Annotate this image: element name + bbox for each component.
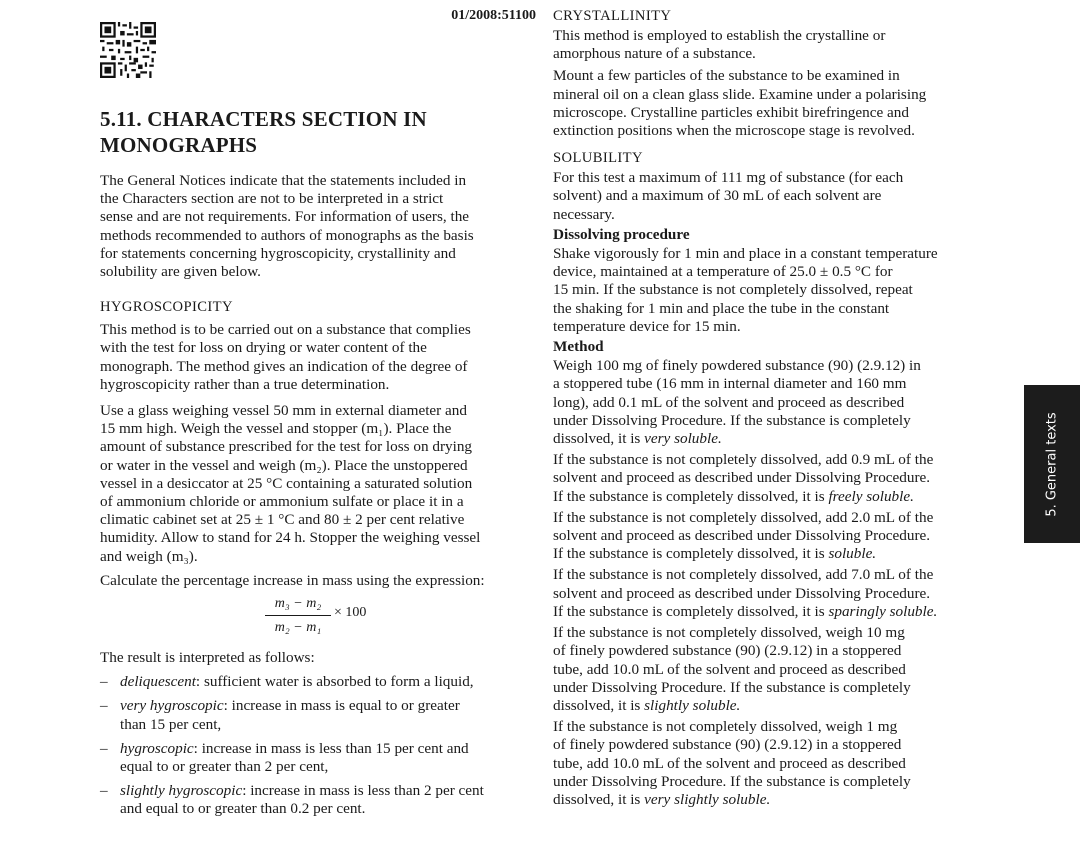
text-line: long), add 0.1 mL of the solvent and proceed as described bbox=[553, 393, 905, 411]
hygroscopicity-heading: HYGROSCOPICITY bbox=[100, 299, 233, 316]
qr-code-icon bbox=[100, 22, 156, 78]
method-paragraph bbox=[553, 451, 993, 506]
text-line: This method is employed to establish the crystalline or bbox=[553, 27, 886, 44]
text-line: amorphous nature of a substance. bbox=[553, 45, 756, 63]
method-paragraph bbox=[553, 357, 993, 448]
text-line: with the test for loss on drying or water content of the bbox=[100, 339, 427, 357]
text-line: dissolved, it is bbox=[553, 790, 645, 808]
dissolving-procedure-heading: Dissolving procedure bbox=[553, 225, 690, 243]
title-line: MONOGRAPHS bbox=[100, 133, 258, 157]
text-line: If the substance is completely dissolved, it is bbox=[553, 602, 829, 620]
solubility-term: very soluble. bbox=[644, 430, 722, 448]
solubility-heading: SOLUBILITY bbox=[553, 150, 643, 167]
document-reference: 01/2008:51100 bbox=[451, 8, 536, 23]
text-line: If the substance is not completely dissolved, weigh 1 mg bbox=[553, 718, 898, 736]
hygroscopicity-paragraph-1 bbox=[100, 321, 540, 394]
solubility-term: soluble. bbox=[828, 545, 877, 563]
text-line: under Dissolving Procedure. If the substance is completely bbox=[553, 411, 911, 429]
method-paragraph bbox=[553, 566, 993, 621]
list-dash: – bbox=[100, 782, 108, 800]
text-line: solvent and proceed as described under Dissolving Procedure. bbox=[553, 527, 931, 545]
text-line: and equal to or greater than 0.2 per cent. bbox=[120, 800, 366, 818]
crystallinity-paragraph-1 bbox=[553, 27, 993, 63]
section-side-tab[interactable] bbox=[1024, 385, 1080, 543]
text-line: : sufficient water is absorbed to form a liquid, bbox=[195, 673, 474, 691]
term: very hygroscopic bbox=[120, 697, 224, 715]
term: slightly hygroscopic bbox=[120, 782, 243, 800]
solubility-term: slightly soluble. bbox=[644, 696, 741, 714]
result-intro: The result is interpreted as follows: bbox=[100, 649, 315, 667]
text-line: of finely powdered substance (90) (2.9.12) in a stoppered bbox=[553, 642, 902, 660]
text-line: temperature device for 15 min. bbox=[553, 317, 741, 335]
text-line: tube, add 10.0 mL of the solvent and proceed as described bbox=[553, 754, 906, 772]
dissolving-procedure-paragraph bbox=[553, 245, 993, 336]
formula-denominator: m₂ − m₁ bbox=[274, 620, 322, 636]
intro-paragraph bbox=[100, 172, 540, 281]
text-line: solvent and proceed as described under Dissolving Procedure. bbox=[553, 469, 931, 487]
list-dash: – bbox=[100, 697, 108, 715]
text-line: microscope. Crystalline particles exhibit birefringence and bbox=[553, 103, 909, 121]
text-line: Mount a few particles of the substance to be examined in bbox=[553, 67, 900, 85]
text-line: mineral oil on a clean glass slide. Examine under a polarising bbox=[553, 85, 927, 103]
list-dash: – bbox=[100, 673, 108, 691]
text-line: methods recommended to authors of monographs as the basis bbox=[100, 226, 474, 244]
text-line: solvent and proceed as described under Dissolving Procedure. bbox=[553, 584, 931, 602]
text-line: the shaking for 1 min and place the tube in the constant bbox=[553, 299, 890, 317]
method-paragraph bbox=[553, 718, 993, 809]
text-line: dissolved, it is bbox=[553, 430, 645, 448]
term: hygroscopic bbox=[120, 739, 194, 757]
text-line: of finely powdered substance (90) (2.9.12) in a stoppered bbox=[553, 736, 902, 754]
text-line: 15 min. If the substance is not completely dissolved, repeat bbox=[553, 281, 913, 299]
text-line: Weigh 100 mg of finely powdered substance (90) (2.9.12) in bbox=[553, 357, 921, 375]
text-line: If the substance is not completely dissolved, add 2.0 mL of the bbox=[553, 508, 934, 526]
left-column bbox=[100, 172, 540, 825]
list-item bbox=[100, 673, 540, 691]
formula-fraction bbox=[265, 595, 331, 636]
side-tab-label: 5. General texts bbox=[1044, 411, 1060, 517]
text-line: : increase in mass is less than 2 per cent bbox=[242, 782, 484, 800]
crystallinity-paragraph-2 bbox=[553, 67, 993, 140]
text-line: and weigh (m₃). bbox=[100, 547, 198, 565]
formula-numerator: m₃ − m₂ bbox=[274, 596, 322, 612]
text-line: climatic cabinet set at 25 ± 1 °C and 80 ± 2 per cent relative bbox=[100, 511, 465, 529]
text-line: under Dissolving Procedure. If the substance is completely bbox=[553, 772, 911, 790]
list-dash: – bbox=[100, 739, 108, 757]
text-line: solubility are given below. bbox=[100, 263, 261, 281]
calculation-intro: Calculate the percentage increase in mass using the expression: bbox=[100, 571, 485, 589]
text-line: Shake vigorously for 1 min and place in a constant temperature bbox=[553, 245, 938, 263]
text-line: monograph. The method gives an indication of the degree of bbox=[100, 357, 468, 375]
text-line: 15 mm high. Weigh the vessel and stopper (m₁). Place the bbox=[100, 420, 452, 438]
text-line: For this test a maximum of 111 mg of substance (for each bbox=[553, 169, 904, 187]
text-line: If the substance is completely dissolved, it is bbox=[553, 487, 829, 505]
text-line: a stoppered tube (16 mm in internal diameter and 160 mm bbox=[553, 375, 907, 393]
term: deliquescent bbox=[120, 673, 196, 691]
text-line: extinction positions when the microscope stage is revolved. bbox=[553, 122, 915, 140]
method-heading: Method bbox=[553, 338, 604, 356]
text-line: dissolved, it is bbox=[553, 696, 645, 714]
text-line: The General Notices indicate that the statements included in bbox=[100, 172, 467, 189]
solubility-term: very slightly soluble. bbox=[644, 790, 771, 808]
right-column bbox=[553, 8, 993, 809]
text-line: under Dissolving Procedure. If the substance is completely bbox=[553, 678, 911, 696]
text-line: : increase in mass is equal to or greater bbox=[223, 697, 460, 715]
mass-increase-formula bbox=[100, 595, 540, 641]
text-line: sense and are not requirements. For information of users, the bbox=[100, 208, 470, 226]
formula-multiplier: × 100 bbox=[334, 605, 367, 621]
text-line: necessary. bbox=[553, 205, 615, 223]
text-line: solvent) and a maximum of 30 mL of each solvent are bbox=[553, 187, 882, 205]
text-line: of ammonium chloride or ammonium sulfate or place it in a bbox=[100, 493, 464, 511]
list-item bbox=[100, 740, 540, 776]
list-item bbox=[100, 697, 540, 733]
text-line: hygroscopicity rather than a true determination. bbox=[100, 375, 390, 393]
solubility-term: sparingly soluble. bbox=[828, 602, 938, 620]
fraction-bar bbox=[265, 615, 331, 616]
text-line: device, maintained at a temperature of 25.0 ± 0.5 °C for bbox=[553, 263, 893, 281]
text-line: the Characters section are not to be interpreted in a strict bbox=[100, 190, 444, 208]
list-item bbox=[100, 782, 540, 818]
text-line: tube, add 10.0 mL of the solvent and proceed as described bbox=[553, 660, 906, 678]
title-line: 5.11. CHARACTERS SECTION IN bbox=[100, 107, 427, 131]
page-title bbox=[100, 106, 540, 158]
crystallinity-heading: CRYSTALLINITY bbox=[553, 8, 672, 24]
solubility-paragraph-1 bbox=[553, 169, 993, 224]
text-line: than 15 per cent, bbox=[120, 715, 222, 733]
text-line: or water in the vessel and weigh (m₂). Place the unstoppered bbox=[100, 456, 468, 474]
text-line: This method is to be carried out on a substance that complies bbox=[100, 321, 471, 339]
method-paragraph bbox=[553, 509, 993, 564]
text-line: equal to or greater than 2 per cent, bbox=[120, 758, 329, 776]
hygroscopicity-paragraph-2 bbox=[100, 402, 540, 566]
solubility-term: freely soluble. bbox=[828, 487, 914, 505]
text-line: Use a glass weighing vessel 50 mm in external diameter and bbox=[100, 402, 467, 420]
method-paragraph bbox=[553, 624, 993, 715]
text-line: If the substance is not completely dissolved, add 0.9 mL of the bbox=[553, 451, 934, 469]
text-line: humidity. Allow to stand for 24 h. Stopper the weighing vessel bbox=[100, 529, 481, 547]
text-line: vessel in a desiccator at 25 °C containing a saturated solution bbox=[100, 474, 473, 492]
text-line: If the substance is completely dissolved, it is bbox=[553, 545, 829, 563]
text-line: amount of substance prescribed for the test for loss on drying bbox=[100, 438, 473, 456]
text-line: If the substance is not completely dissolved, weigh 10 mg bbox=[553, 624, 905, 642]
text-line: If the substance is not completely dissolved, add 7.0 mL of the bbox=[553, 566, 934, 584]
text-line: : increase in mass is less than 15 per cent and bbox=[193, 739, 469, 757]
text-line: for statements concerning hygroscopicity, crystallinity and bbox=[100, 244, 456, 262]
